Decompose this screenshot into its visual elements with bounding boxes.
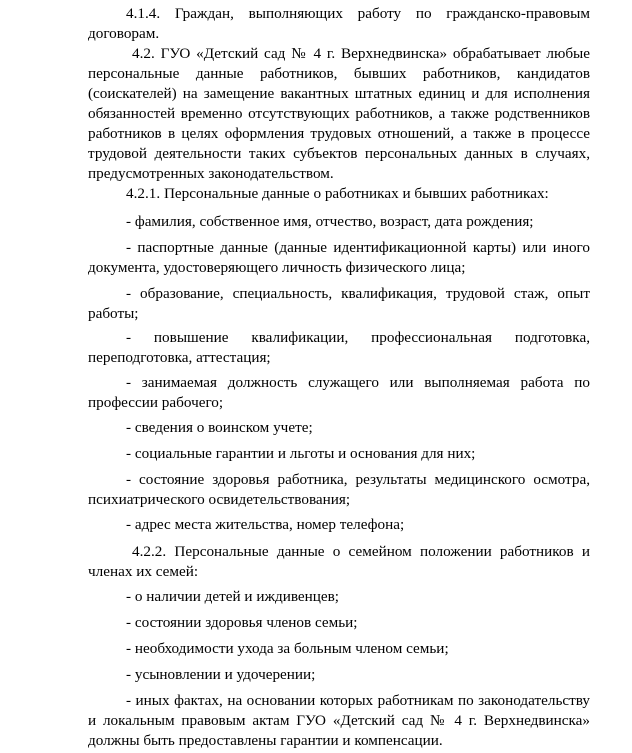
list-item-adoption: - усыновлении и удочерении;	[126, 666, 316, 683]
list-item-family-health: - состоянии здоровья членов семьи;	[126, 614, 358, 631]
list-item-position: - занимаемая должность служащего или выполняемая работа по профессии рабочего;	[88, 374, 590, 411]
list-item-social: - социальные гарантии и льготы и основания для них;	[126, 445, 476, 462]
list-item-full-name: - фамилия, собственное имя, отчество, возраст, дата рождения;	[126, 213, 534, 230]
list-item-health: - состояние здоровья работника, результаты медицинского осмотра, психиатрического освидетельствования;	[88, 471, 590, 508]
paragraph-4-1-4: 4.1.4. Граждан, выполняющих работу по гражданско-правовым договорам.	[88, 5, 590, 42]
list-item-address: - адрес места жительства, номер телефона;	[126, 516, 405, 533]
list-item-military: - сведения о воинском учете;	[126, 419, 313, 436]
list-item-education: - образование, специальность, квалификация, трудовой стаж, опыт работы;	[88, 285, 590, 322]
list-item-children: - о наличии детей и иждивенцев;	[126, 588, 340, 605]
list-item-other-facts: - иных фактах, на основании которых работникам по законодательству и локальным правовым актам ГУО «Детский сад № 4 г. Верхнедвинска» должны быть предоставлены гарантии и компенсации.	[88, 692, 590, 749]
paragraph-4-2: 4.2. ГУО «Детский сад № 4 г. Верхнедвинска» обрабатывает любые персональные данные работников, бывших работников, кандидатов (соискателей) на замещение вакантных штатных единиц и для исполнения обязанностей временно отсутствующих работников, а также родственников работников в целях оформления трудовых отношений, а также в процессе трудовой деятельности таких субъектов персональных данных в случаях, предусмотренных законодательством.	[88, 45, 590, 182]
list-item-qualification: - повышение квалификации, профессиональная подготовка, переподготовка, аттестация;	[88, 329, 590, 366]
paragraph-4-2-1: 4.2.1. Персональные данные о работниках и бывших работниках:	[126, 185, 549, 202]
list-item-care: - необходимости ухода за больным членом семьи;	[126, 640, 449, 657]
paragraph-4-2-2: 4.2.2. Персональные данные о семейном положении работников и членах их семей:	[88, 543, 590, 580]
list-item-passport: - паспортные данные (данные идентификационной карты) или иного документа, удостоверяющего личность физического лица;	[88, 239, 590, 276]
